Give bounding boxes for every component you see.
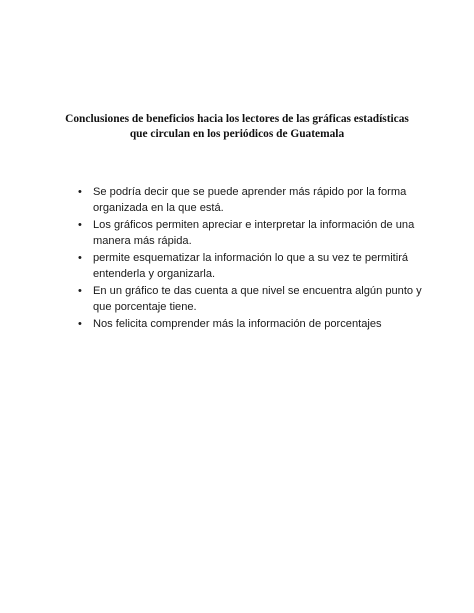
list-item — [78, 251, 423, 282]
document-title — [40, 112, 434, 142]
list-item-text: Los gráficos permiten apreciar e interpretar la información de una manera más rápida. — [93, 219, 415, 247]
title-line-2: que circulan en los periódicos de Guatemala — [129, 128, 345, 140]
list-item — [78, 317, 423, 333]
bullet-icon: • — [78, 186, 82, 198]
list-item-text: En un gráfico te das cuenta a que nivel se encuentra algún punto y que porcentaje tiene. — [93, 285, 422, 313]
list-item — [78, 284, 423, 315]
list-item-text: Se podría decir que se puede aprender más rápido por la forma organizada en la que está. — [93, 186, 407, 214]
list-item — [78, 185, 423, 216]
list-item — [78, 218, 423, 249]
conclusions-list — [78, 185, 423, 335]
bullet-icon: • — [78, 252, 82, 264]
list-item-text: permite esquematizar la información lo que a su vez te permitirá entenderla y organizarla. — [93, 252, 409, 280]
bullet-icon: • — [78, 219, 82, 231]
bullet-icon: • — [78, 285, 82, 297]
title-line-1: Conclusiones de beneficios hacia los lectores de las gráficas estadísticas — [65, 113, 409, 125]
bullet-icon: • — [78, 318, 82, 330]
list-item-text: Nos felicita comprender más la información de porcentajes — [93, 318, 382, 330]
